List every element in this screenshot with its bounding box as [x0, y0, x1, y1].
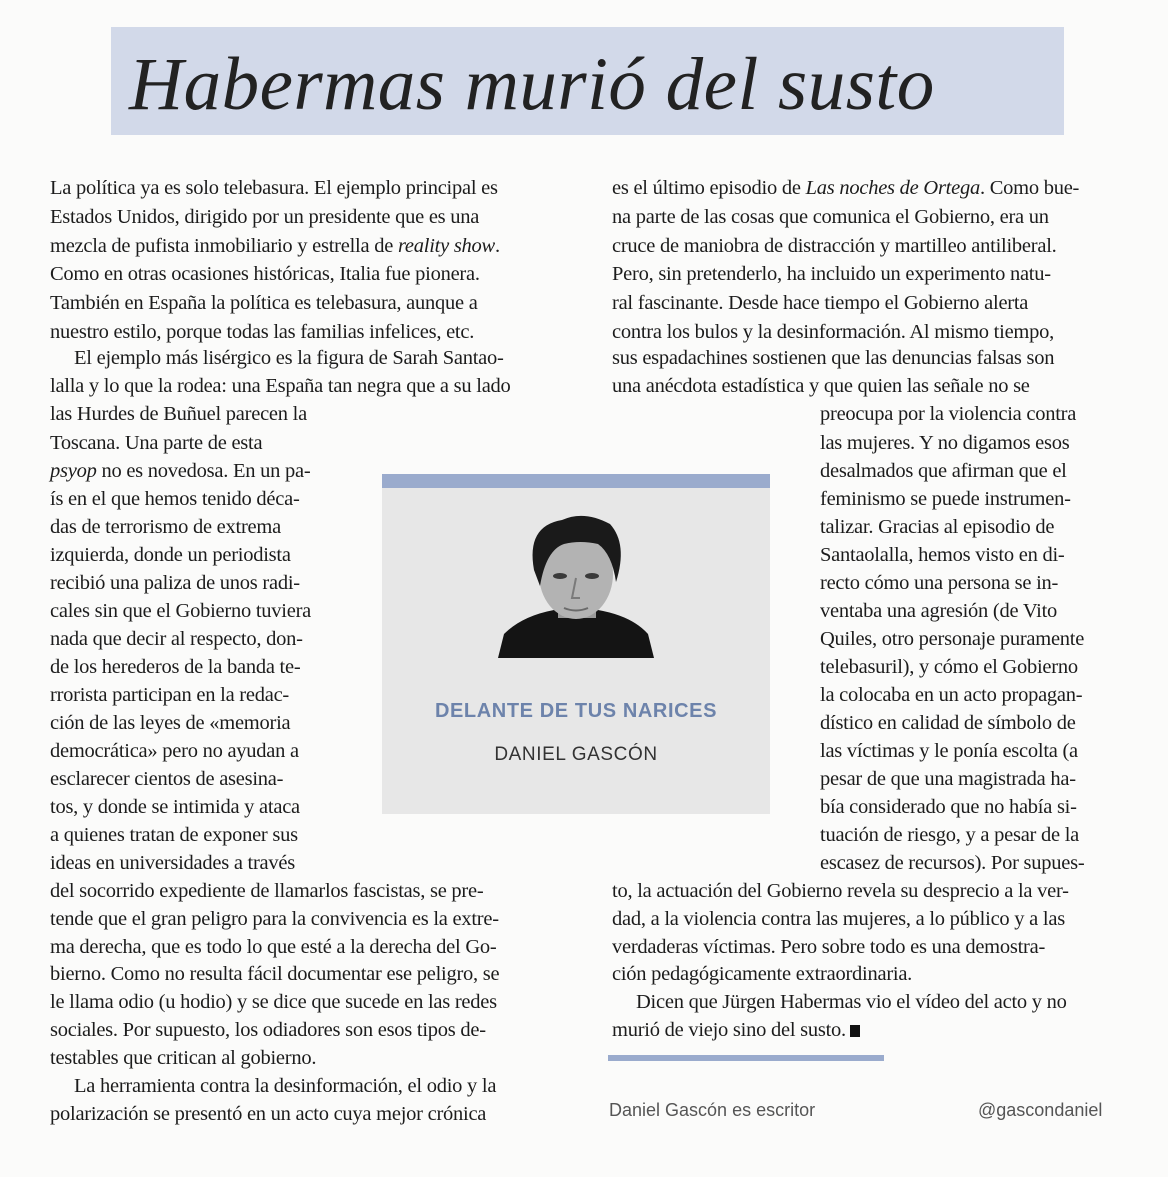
- author-portrait-illustration: [498, 510, 654, 658]
- text-line: bierno. Como no resulta fácil documentar ese peligro, se: [50, 963, 500, 985]
- text-line: sociales. Por supuesto, los odiadores son esos tipos de-: [50, 1019, 486, 1041]
- text-line: ral fascinante. Desde hace tiempo el Gobierno alerta: [612, 292, 1029, 314]
- text-line: del socorrido expediente de llamarlos fascistas, se pre-: [50, 880, 484, 902]
- text-line: nuestro estilo, porque todas las familias infelices, etc.: [50, 321, 475, 343]
- text-line: Estados Unidos, dirigido por un presidente que es una: [50, 206, 480, 228]
- text-line: bía considerado que no había si-: [820, 796, 1077, 818]
- text-line: ís en el que hemos tenido déca-: [50, 488, 300, 510]
- headline: Habermas murió del susto: [129, 43, 935, 126]
- author-bio: Daniel Gascón es escritor: [609, 1100, 816, 1120]
- text-line: También en España la política es telebasura, aunque a: [50, 292, 478, 314]
- text-line: Santaolalla, hemos visto en di-: [820, 544, 1065, 566]
- text-line: [50, 459, 310, 483]
- text-line: las Hurdes de Buñuel parecen la: [50, 403, 307, 425]
- text-line: telebasuril), y cómo el Gobierno: [820, 656, 1078, 678]
- text-line: feminismo se puede instrumen-: [820, 488, 1071, 510]
- italic-text: psyop: [50, 460, 97, 482]
- text-line: pesar de que una magistrada ha-: [820, 768, 1076, 790]
- text-line: Como en otras ocasiones históricas, Italia fue pionera.: [50, 263, 480, 285]
- text-line: democrática» pero no ayudan a: [50, 740, 299, 762]
- text-line: sus espadachines sostienen que las denuncias falsas son: [612, 347, 1055, 369]
- text-line: polarización se presentó en un acto cuya mejor crónica: [50, 1103, 487, 1125]
- text-line: esclarecer cientos de asesina-: [50, 768, 284, 790]
- text-line: cales sin que el Gobierno tuviera: [50, 600, 312, 622]
- text-line: las mujeres. Y no digamos esos: [820, 432, 1070, 454]
- text-line: recto cómo una persona se in-: [820, 572, 1059, 594]
- text-line: ción de las leyes de «memoria: [50, 712, 291, 734]
- text-line: tos, y donde se intimida y ataca: [50, 796, 300, 818]
- text-line: recibió una paliza de unos radi-: [50, 572, 300, 594]
- text-line: desalmados que afirman que el: [820, 460, 1067, 482]
- italic-text: reality show: [397, 235, 495, 257]
- text-line: a quienes tratan de exponer sus: [50, 824, 298, 846]
- text-line: tende que el gran peligro para la convivencia es la extre-: [50, 908, 499, 930]
- text-line: las víctimas y le ponía escolta (a: [820, 740, 1078, 762]
- footer-accent-bar: [608, 1055, 884, 1061]
- text-line: talizar. Gracias al episodio de: [820, 516, 1055, 538]
- text-line: una anécdota estadística y que quien las señale no se: [612, 375, 1030, 397]
- text-line: lalla y lo que la rodea: una España tan negra que a su lado: [50, 375, 511, 397]
- author-handle: @gascondaniel: [978, 1100, 1103, 1120]
- text-line: rrorista participan en la redac-: [50, 684, 290, 706]
- column-name: DELANTE DE TUS NARICES: [434, 700, 718, 722]
- italic-text: Las noches de Ortega: [805, 177, 980, 199]
- text-line: escasez de recursos). Por supues-: [820, 852, 1085, 874]
- text-run: no es novedosa. En un pa-: [96, 460, 311, 482]
- author-photo: [498, 510, 654, 658]
- text-line: nada que decir al respecto, don-: [50, 628, 303, 650]
- text-run: . Como bue-: [979, 177, 1080, 199]
- text-line: Toscana. Una parte de esta: [50, 432, 263, 454]
- text-line: to, la actuación del Gobierno revela su desprecio a la ver-: [612, 880, 1069, 902]
- text-run: es el último episodio de: [612, 177, 806, 199]
- text-line: ideas en universidades a través: [50, 852, 295, 874]
- text-line: testables que critican al gobierno.: [50, 1047, 317, 1069]
- author-name: DANIEL GASCÓN: [494, 744, 658, 765]
- info-box-accent-bar: [382, 474, 770, 488]
- text-line: verdaderas víctimas. Pero sobre todo es una demostra-: [612, 936, 1046, 958]
- text-line: izquierda, donde un periodista: [50, 544, 291, 566]
- text-line: [612, 1018, 860, 1042]
- text-line: Pero, sin pretenderlo, ha incluido un experimento natu-: [612, 263, 1051, 285]
- text-line: La herramienta contra la desinformación, el odio y la: [74, 1075, 497, 1097]
- text-run: murió de viejo sino del susto.: [612, 1019, 846, 1041]
- text-line: cruce de maniobra de distracción y martilleo antiliberal.: [612, 235, 1057, 257]
- column-info-box: [382, 474, 770, 814]
- text-line: contra los bulos y la desinformación. Al mismo tiempo,: [612, 321, 1054, 343]
- text-line: preocupa por la violencia contra: [820, 403, 1077, 425]
- text-line: ventaba una agresión (de Vito: [820, 600, 1058, 622]
- text-line: mezcla de pufista inmobiliario y estrella de reality show.: [50, 235, 500, 257]
- text-line: [612, 176, 1079, 200]
- text-line: ma derecha, que es todo lo que esté a la derecha del Go-: [50, 936, 497, 958]
- text-line: das de terrorismo de extrema: [50, 516, 281, 538]
- text-line: tuación de riesgo, y a pesar de la: [820, 824, 1080, 846]
- text-line: dad, a la violencia contra las mujeres, a lo público y a las: [612, 908, 1065, 930]
- text-line: de los herederos de la banda te-: [50, 656, 301, 678]
- text-line: Dicen que Jürgen Habermas vio el vídeo del acto y no: [636, 991, 1067, 1013]
- text-line: le llama odio (u hodio) y se dice que sucede en las redes: [50, 991, 497, 1013]
- text-run: mezcla de pufista inmobiliario y estrella de: [50, 235, 398, 257]
- text-line: La política ya es solo telebasura. El ejemplo principal es: [50, 177, 498, 199]
- text-line: dístico en calidad de símbolo de: [820, 712, 1076, 734]
- text-line: la colocaba en un acto propagan-: [820, 684, 1083, 706]
- text-line: Quiles, otro personaje puramente: [820, 628, 1085, 650]
- text-line: El ejemplo más lisérgico es la figura de Sarah Santao-: [74, 347, 504, 369]
- text-line: na parte de las cosas que comunica el Gobierno, era un: [612, 206, 1049, 228]
- text-line: ción pedagógicamente extraordinaria.: [612, 963, 913, 985]
- end-of-article-mark: [850, 1025, 860, 1037]
